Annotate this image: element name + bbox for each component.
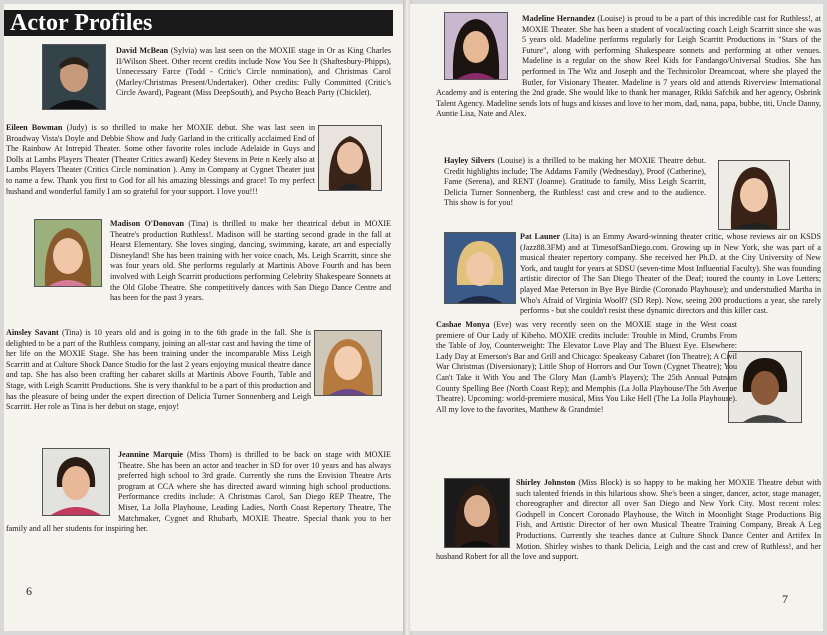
headshot-hayley-silvers — [718, 160, 790, 230]
left-page — [4, 4, 405, 631]
page-number-left: 6 — [26, 584, 32, 598]
bio-jeannine-marquie: Jeannine Marquie (Miss Thorn) is thrilled to be back on stage with MOXIE Theatre. She has been an actor and teacher in SD for over 10 years and has always preferred high school to 3rd grade. Currently she runs the Envision Theatre Arts program at CCA where she has directed award winning high school productions. Performance credits include: A Christmas Carol, San Diego REP Theatre, The Miser, La Jolla Playhouse, Leading Ladies, North Coast Repertory Theatre, The Matchmaker, Cygnet and Rhubarb, MOXIE Theatre. Special thank you to her family and all her students for inspiring her. — [6, 450, 391, 534]
right-page — [410, 4, 823, 631]
bio-ainsley-savant: Ainsley Savant (Tina) is 10 years old and is going in to the 6th grade in the fall. She is delighted to be a part of the Ruthless company, joining an all-star cast and having the time of her life on the MOXIE Stage. She has been training under the incomparable Miss Leigh Scarritt and at Culture Shock Dance Studio for the last 2 years enjoying musical theatre dance and tap. She has also been crafting her cabaret skills at Martinis Above Fourth, Table and Stage, with Leigh Scarritt Productions. She is very thankful to be a part of this production and has the pleasure of being under the expert direction of Delicia Turner Sonnenberg and Leigh Scarritt. Her role as Tina is her debut on stage, enjoy! — [6, 328, 311, 412]
bio-madeline-hernandez: Madeline Hernandez (Louise) is proud to be a part of this incredible cast for Ruthless!, at MOXIE Theater. She has been a student of vocal/acting coach Leigh Scarritt since she was 5 years old. Madeline performs regularly for Leigh Scarritt Productions in "Stars of the Future", along with performing Shakespeare sonnets and performing at other venues. Madeline is a regular on the show Reel Kids for Fandango/Universal Studios. She has performed in The Wiz and Joseph and the Technicolor Dreamcoat, where she played the Butler, for Visionary Theater. Madeline is 7 years old and attends Riverview International Academy and is entering the 2nd grade. She would like to thank her manager, Rikki Safchik and her agency, Osbrink Talent Agency. Madeline sends lots of hugs and kisses and love to her mom, dad, nana, papa, bubbe, titi, Uncle Danny, Auntie Lisa, Nate and Alex. — [436, 14, 821, 119]
page-heading: Actor Profiles — [4, 10, 393, 36]
page-number-right: 7 — [782, 592, 788, 606]
headshot-david-mcbean — [42, 44, 106, 110]
bio-pat-launer: Pat Launer (Lita) is an Emmy Award-winning theater critic, whose reviews air on KSDS (Jazz88.3FM) and at TimesofSanDiego.com. Growing up in New York, she was part of a musical theater repertory company. She received her Ph.D. at the City University of New York, and taught for years at SDSU (seven-time Most Influential Faculty). She was founding artistic director of The San Diego Theater of the Deaf; toured the county in Love Letters; played Mae Peterson in Bye Bye Birdie (Coronado Playhouse); and understudied Martha in Who's Afraid of Virginia Woolf? (SD Rep). Now, seeing 200 productions a year, she rarely performs - but she couldn't resist these dynamic directors and this killer cast. — [520, 232, 822, 316]
bio-madison-odonovan: Madison O'Donovan (Tina) is thrilled to make her theatrical debut in MOXIE Theatre's production Ruthless!. Madison will be starting second grade in the fall at Hearst Elementary. She loves singing, dancing, swimming, karate, art and especially Disneyland! She has been training with her voice coach, Ms. Leigh Scarritt, since she was four years old. She performs regularly at Martinis Above Fourth and has been involved with Leigh Scarritt productions performing Celebrity Shakespeare Sonnets at the Old Globe Theatre. She competitively dances with San Diego Dance Centre and has been for the past 3 years. — [110, 219, 391, 303]
bio-shirley-johnston: Shirley Johnston (Miss Block) is so happy to be making her MOXIE Theatre debut with such talented friends in this hilarious show. She's been a singer, dancer, actor, stage manager, choreographer and director all over San Diego and New York City. Most recent roles: Godspell in Concert Coronado Playhouse, the Witch in Moonlight Stage Productions Big Fish, and Artistic Director of her own Musical Theatre Training Company, Break A Leg Productions. Currently she teaches dance at Culture Shock Dance Center and Artifex In Motion. Shirley wishes to thank Delicia, Leigh and the cast and crew of Ruthless!, and her husband Robert for all the love and support. — [436, 478, 821, 562]
bio-cashae-monya: Cashae Monya (Eve) was very recently seen on the MOXIE stage in the West coast premiere of Our Lady of Kibeho. MOXIE credits include: Trouble in Mind, Crumbs From the Table of Joy, Counterweight: The Elevator Love Play and The Bluest Eye. Elsewhere: Lady Day at Emerson's Bar and Grill and Chicago: Speakeasy Cabaret (Ion Theatre); A Civil War Christmas (Diversionary); Little Shop of Horrors and Our Town (Cygnet Theatre); You Can't Take it With You and The Glory Man (Lamb's Players); The 25th Annual Putnam County Spelling Bee (North Coast Rep); and Memphis (La Jolla Playhouse/The 5th Avenue Theatre). Upcoming: world-premiere musical, Miss You Like Hell (The La Jolla Playhouse). All my love to the favorites, Matthew & Grandmie! — [436, 320, 737, 414]
bio-eileen-bowman: Eileen Bowman (Judy) is so thrilled to make her MOXIE debut. She was last seen in Broadway Vista's Doyle and Debbie Show and Judy Garland in the critically acclaimed End of The Rainbow At Intrepid Theater. Some other favorite roles include Adelaide in Guys and Dolls at Lambs Players Theater (Theater Critics award) Kedey Stevens in Pete n Keely also at Lambs Players Theater (Critics Circle nomination ). Amy in Company at Cygnet Theater just to name a few. Thank you first to God for all his amazing blessings and grace! To my perfect husband and wonderful family I am so grateful for your support. I love you!!! — [6, 123, 316, 196]
bio-david-mcbean: David McBean (Sylvia) was last seen on the MOXIE stage in Or as King Charles II/Wilson Sheet. Other recent credits include Now You See It (Shaftesbury-Phipps), Unnecessary Farce (Todd - Critic's Circle nomination), and Christmas Carol (Marley/Christmas Present/Undertaker). Other credits: Fully Committed (Critic's Circle Award), Pageant (Miss DeepSouth), and Psycho Beach Party (Chicklet). — [116, 46, 391, 98]
bio-hayley-silvers: Hayley Silvers (Louise) is a thrilled to be making her MOXIE Theatre debut. Credit highlights include; The Addams Family (Wednesday), Proof (Catherine), Fame (Serena), and RENT (Joanne). Gratitude to family, Miss Leigh Scarritt, Delicia Turner Sonnenberg, the Ruthless! cast and crew and to the audience. This show is for you! — [444, 156, 707, 208]
